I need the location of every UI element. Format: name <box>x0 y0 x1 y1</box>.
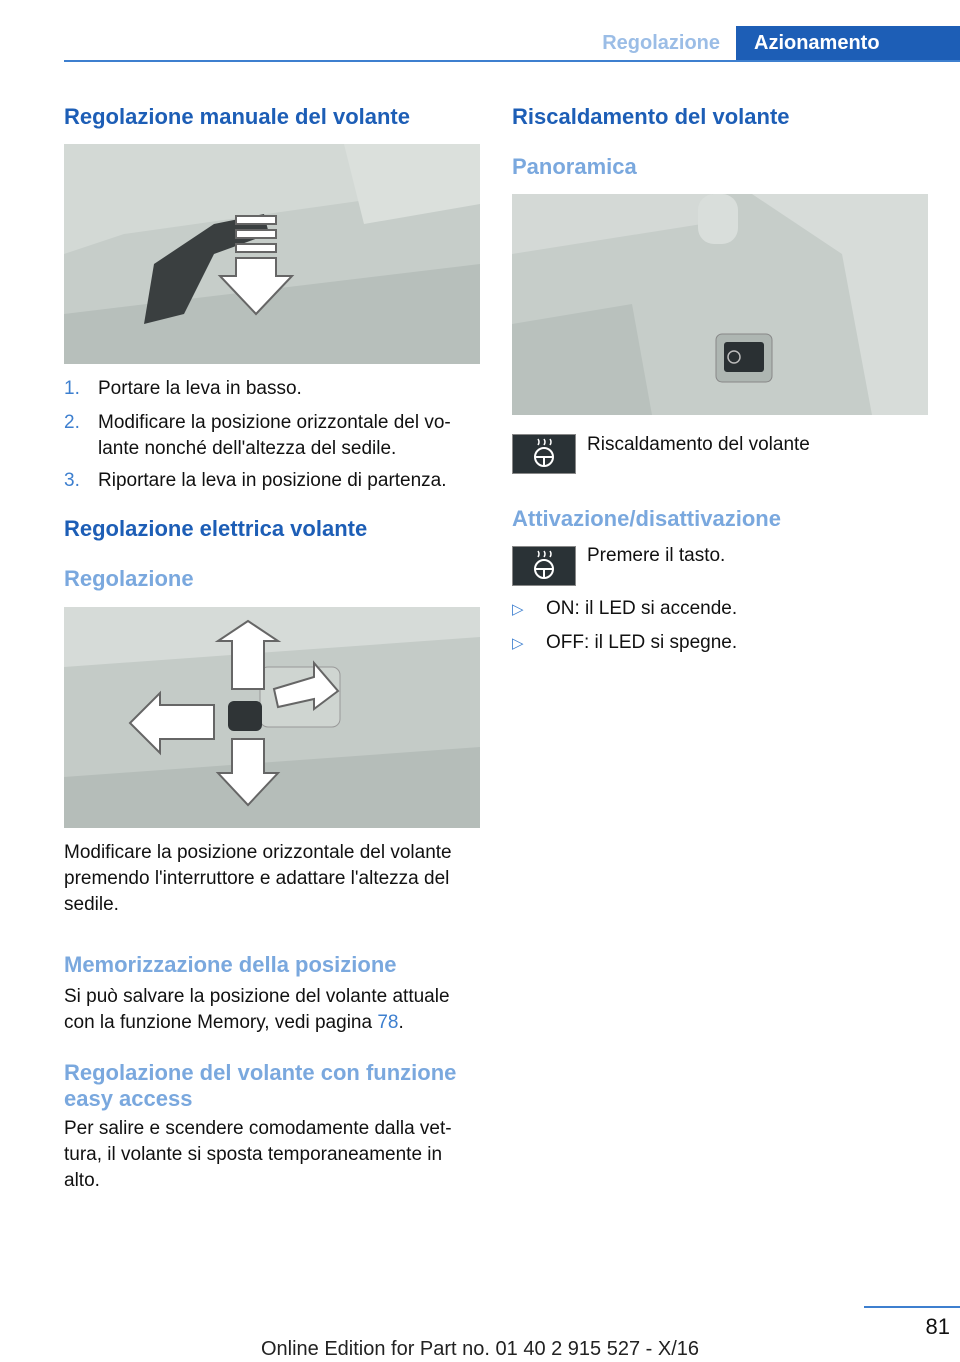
heading-line: Regolazione del volante con funzione <box>64 1060 457 1085</box>
list-text: lante nonché dell'altezza del sedile. <box>98 438 397 459</box>
triangle-right-icon: ▷ <box>512 635 524 652</box>
text: con la funzione Memory, vedi pagina <box>64 1012 378 1033</box>
paragraph-adjust <box>64 840 484 918</box>
heading-electric-adjust: Regolazione elettrica volante <box>64 516 368 541</box>
icon-label-heating: Riscaldamento del volante <box>587 434 810 455</box>
header-chapter: Azionamento <box>736 26 960 62</box>
list-text-continued <box>98 436 488 462</box>
text-line <box>64 1010 484 1036</box>
list-item <box>64 410 484 436</box>
header-rule <box>64 60 960 62</box>
list-number: 3. <box>64 470 80 491</box>
photo-steering-lever <box>64 144 480 364</box>
bullet-text: ON: il LED si accende. <box>546 598 738 619</box>
photo-steering-switch <box>64 607 480 828</box>
list-item <box>64 376 484 402</box>
text-line: Si può salvare la posizione del volante attuale <box>64 986 450 1007</box>
bullet-item <box>512 596 932 623</box>
list-text: Riportare la leva in posizione di partenza. <box>98 470 447 491</box>
heading-easy-access <box>64 1060 456 1112</box>
triangle-right-icon: ▷ <box>512 601 524 618</box>
text-line: Per salire e scendere comodamente dalla vet- <box>64 1118 452 1139</box>
list-item <box>64 468 484 494</box>
heading-adjust: Regolazione <box>64 566 194 591</box>
icon-label-press: Premere il tasto. <box>587 545 726 566</box>
heading-memory: Memorizzazione della posizione <box>64 952 397 977</box>
heading-steering-heating: Riscaldamento del volante <box>512 104 790 129</box>
text-line: premendo l'interruttore e adattare l'altezza del <box>64 868 450 889</box>
heading-line: easy access <box>64 1086 193 1111</box>
list-text: Portare la leva in basso. <box>98 378 302 399</box>
heading-manual-adjust: Regolazione manuale del volante <box>64 104 410 129</box>
steering-wheel-heat-icon <box>512 546 576 586</box>
photo-heating-button <box>512 194 928 415</box>
steering-wheel-heat-icon <box>512 434 576 474</box>
text: . <box>398 1012 404 1033</box>
text-line: Modificare la posizione orizzontale del volante <box>64 842 452 863</box>
bullet-item <box>512 630 932 657</box>
text-line: tura, il volante si sposta temporaneamente in <box>64 1144 443 1165</box>
list-text: Modificare la posizione orizzontale del vo- <box>98 412 451 433</box>
header-section: Regolazione <box>602 32 720 54</box>
paragraph-memory <box>64 984 484 1036</box>
text-line: alto. <box>64 1170 100 1191</box>
page-link[interactable]: 78 <box>377 1012 399 1033</box>
heading-on-off: Attivazione/disattivazione <box>512 506 781 531</box>
page-number-rule <box>864 1306 960 1308</box>
bullet-text: OFF: il LED si spegne. <box>546 632 738 653</box>
list-number: 1. <box>64 378 80 399</box>
text-line: sedile. <box>64 894 119 915</box>
footer-edition: Online Edition for Part no. 01 40 2 915 527 - X/16 <box>260 1338 700 1360</box>
heading-overview: Panoramica <box>512 154 637 179</box>
paragraph-easy-access <box>64 1116 484 1194</box>
page-number: 81 <box>925 1314 950 1339</box>
list-number: 2. <box>64 412 80 433</box>
